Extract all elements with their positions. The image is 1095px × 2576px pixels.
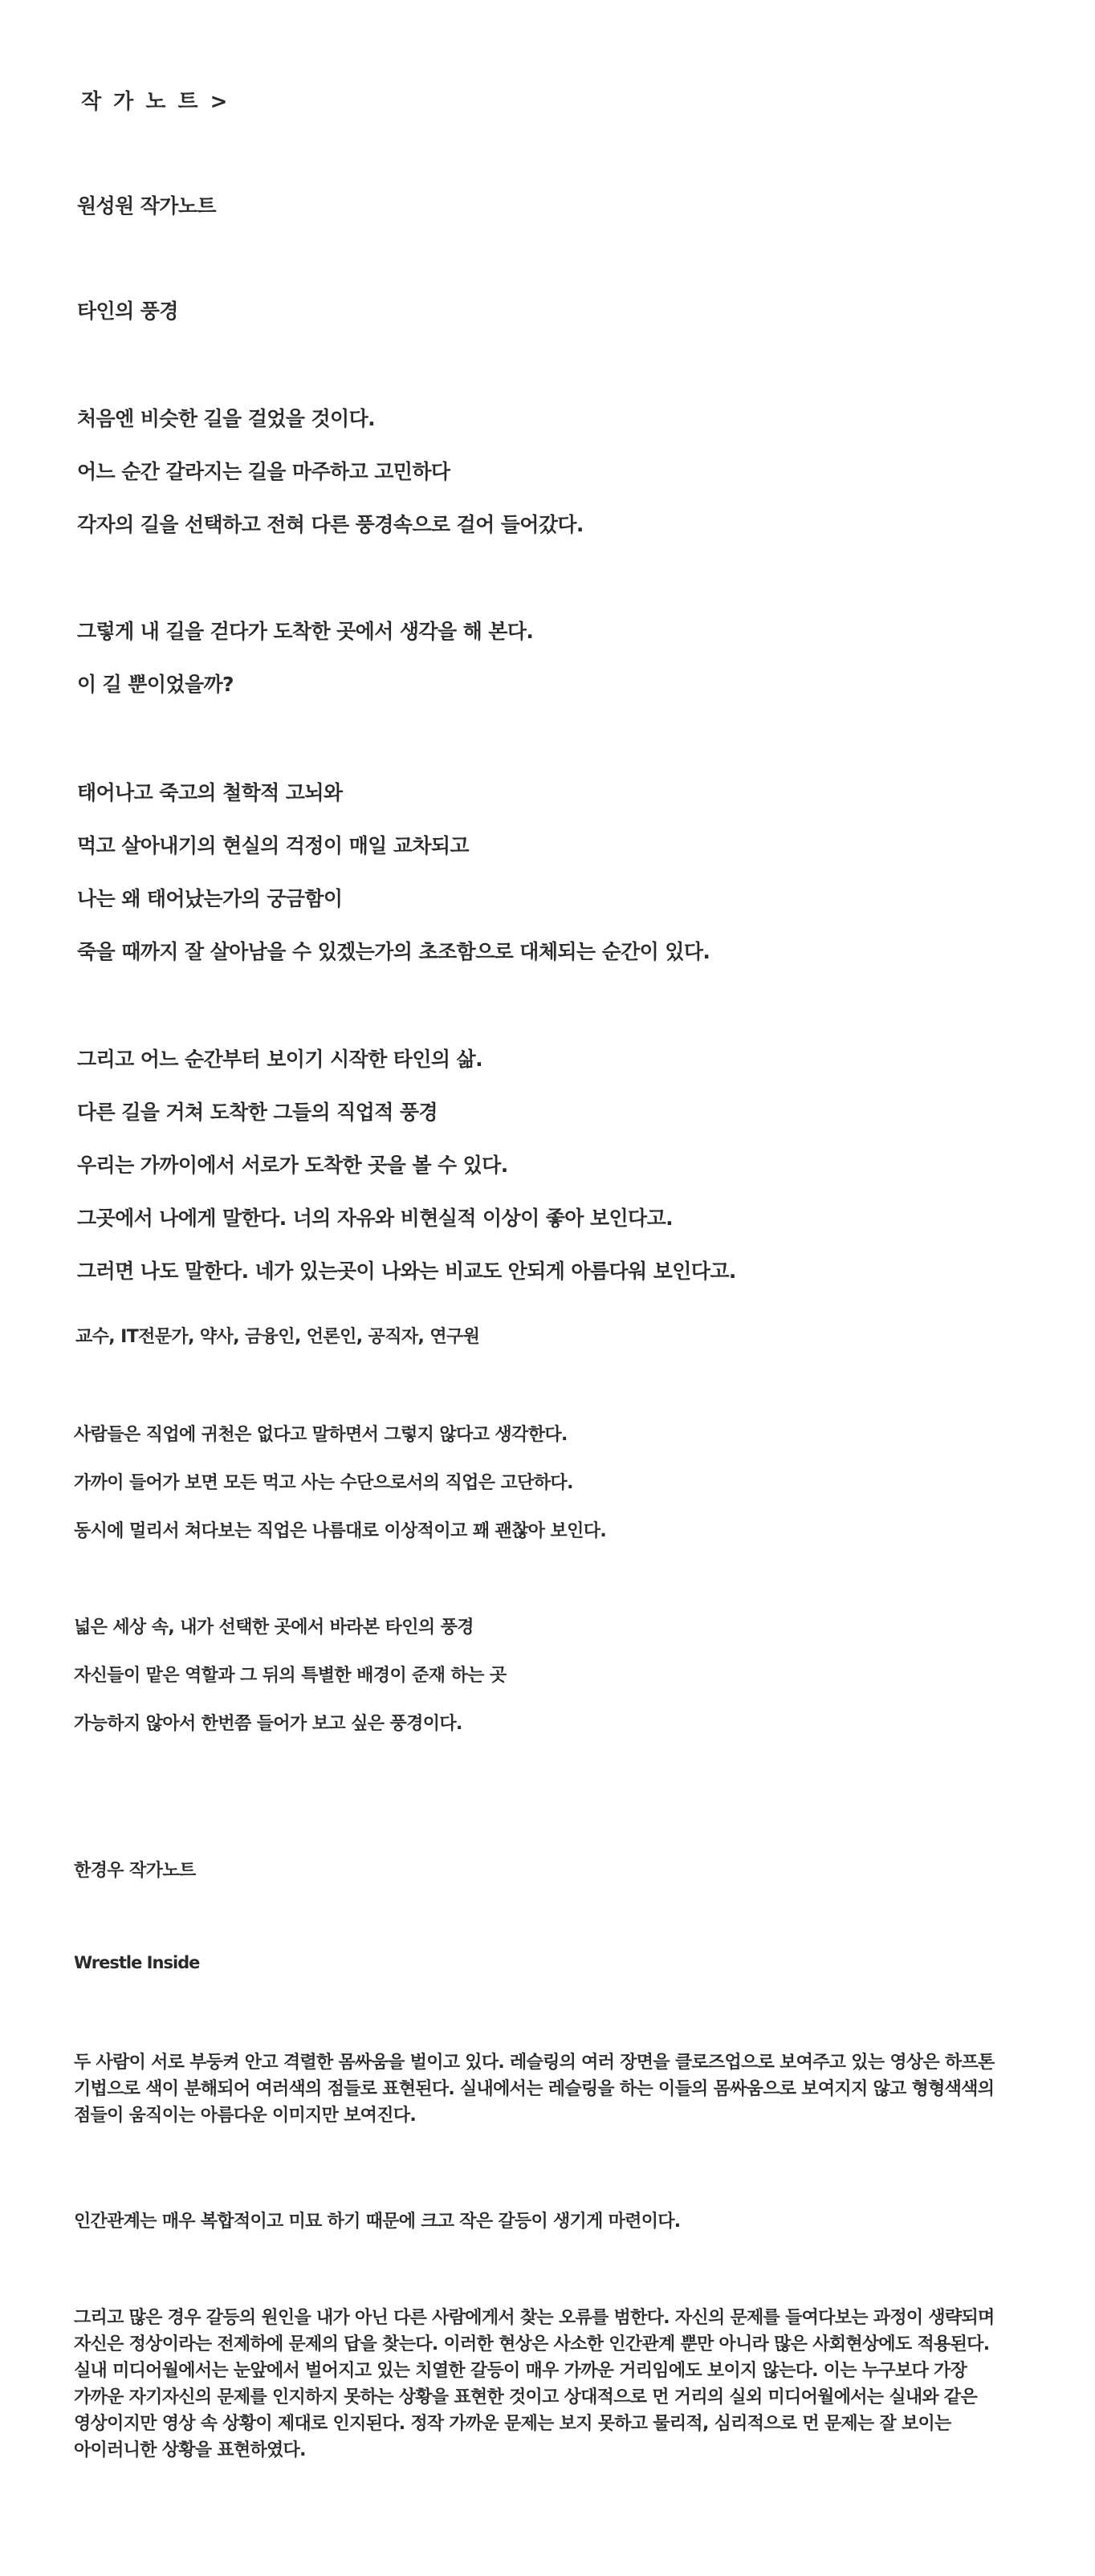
note2-author: 한경우 작가노트 (74, 1861, 196, 1881)
poem-line: 가능하지 않아서 한번쯤 들어가 보고 싶은 풍경이다. (74, 1714, 462, 1734)
note2-paragraph: 두 사람이 서로 부둥켜 안고 격렬한 몸싸움을 벌이고 있다. 레슬링의 여러 장면을 클로즈업으로 보여주고 있는 영상은 하프톤 기법으로 색이 분해되어 여러색의 점들로 표현된다. 실내에서는 레슬링을 하는 이들의 몸싸움으로 보여지지 않고 형형색색의 점들이 움직이는 아름다운 이미지만 보여진다. (74, 2053, 995, 2126)
poem-line: 넓은 세상 속, 내가 선택한 곳에서 바라본 타인의 풍경 (74, 1618, 474, 1638)
poem-line: 이 길 뿐이었을까? (77, 673, 234, 696)
poem-line: 자신들이 맡은 역할과 그 뒤의 특별한 배경이 준재 하는 곳 (74, 1666, 507, 1686)
professions-line: 교수, IT전문가, 약사, 금융인, 언론인, 공직자, 연구원 (75, 1327, 480, 1347)
poem-line: 그렇게 내 길을 걷다가 도착한 곳에서 생각을 해 본다. (77, 620, 534, 643)
poem-line: 먹고 살아내기의 현실의 걱정이 매일 교차되고 (77, 834, 469, 857)
poem-line: 태어나고 죽고의 철학적 고뇌와 (77, 781, 343, 804)
poem-line: 사람들은 직업에 귀천은 없다고 말하면서 그렇지 않다고 생각한다. (74, 1425, 568, 1445)
poem-line: 우리는 가까이에서 서로가 도착한 곳을 볼 수 있다. (77, 1154, 508, 1177)
poem-line: 각자의 길을 선택하고 전혀 다른 풍경속으로 걸어 들어갔다. (77, 513, 584, 536)
poem-line: 다른 길을 거쳐 도착한 그들의 직업적 풍경 (77, 1101, 438, 1124)
poem-line: 나는 왜 태어났는가의 궁금함이 (77, 887, 343, 910)
poem-line: 가까이 들어가 보면 모든 먹고 사는 수단으로서의 직업은 고단하다. (74, 1473, 573, 1493)
poem-line: 처음엔 비슷한 길을 걸었을 것이다. (77, 407, 376, 430)
poem-line: 어느 순간 갈라지는 길을 마주하고 고민하다 (77, 460, 450, 483)
note1-title: 타인의 풍경 (77, 299, 178, 323)
poem-line: 그리고 어느 순간부터 보이기 시작한 타인의 삶. (77, 1048, 482, 1071)
section-title: 작 가 노 트 > (81, 90, 230, 114)
poem-line: 죽을 때까지 잘 살아남을 수 있겠는가의 초조함으로 대체되는 순간이 있다. (77, 940, 710, 963)
note2-title: Wrestle Inside (74, 1953, 200, 1972)
poem-line: 그러면 나도 말한다. 네가 있는곳이 나와는 비교도 안되게 아름다워 보인다고. (77, 1260, 736, 1283)
note1-author: 원성원 작가노트 (77, 194, 216, 218)
note2-paragraph: 인간관계는 매우 복합적이고 미묘 하기 때문에 크고 작은 갈등이 생기게 마련이다. (74, 2212, 681, 2232)
note2-paragraph: 그리고 많은 경우 갈등의 원인을 내가 아닌 다른 사람에게서 찾는 오류를 범한다. 자신의 문제를 들여다보는 과정이 생략되며 자신은 정상이라는 전제하에 문제의 답을 찾는다. 이러한 현상은 사소한 인간관계 뿐만 아니라 많은 사회현상에도 적용된다. 실내 미디어월에서는 눈앞에서 벌어지고 있는 치열한 갈등이 매우 가까운 거리임에도 보이지 않는다. 이는 누구보다 가장 가까운 자기자신의 문제를 인지하지 못하는 상황을 표현한 것이고 상대적으로 먼 거리의 실외 미디어월에서는 실내와 같은 영상이지만 영상 속 상황이 제대로 인지된다. 정작 가까운 문제는 보지 못하고 물리적, 심리적으로 먼 문제는 잘 보이는 아이러니한 상황을 표현하였다. (74, 2308, 995, 2460)
poem-line: 그곳에서 나에게 말한다. 너의 자유와 비현실적 이상이 좋아 보인다고. (77, 1207, 674, 1230)
poem-line: 동시에 멀리서 쳐다보는 직업은 나름대로 이상적이고 꽤 괜찮아 보인다. (74, 1521, 607, 1541)
